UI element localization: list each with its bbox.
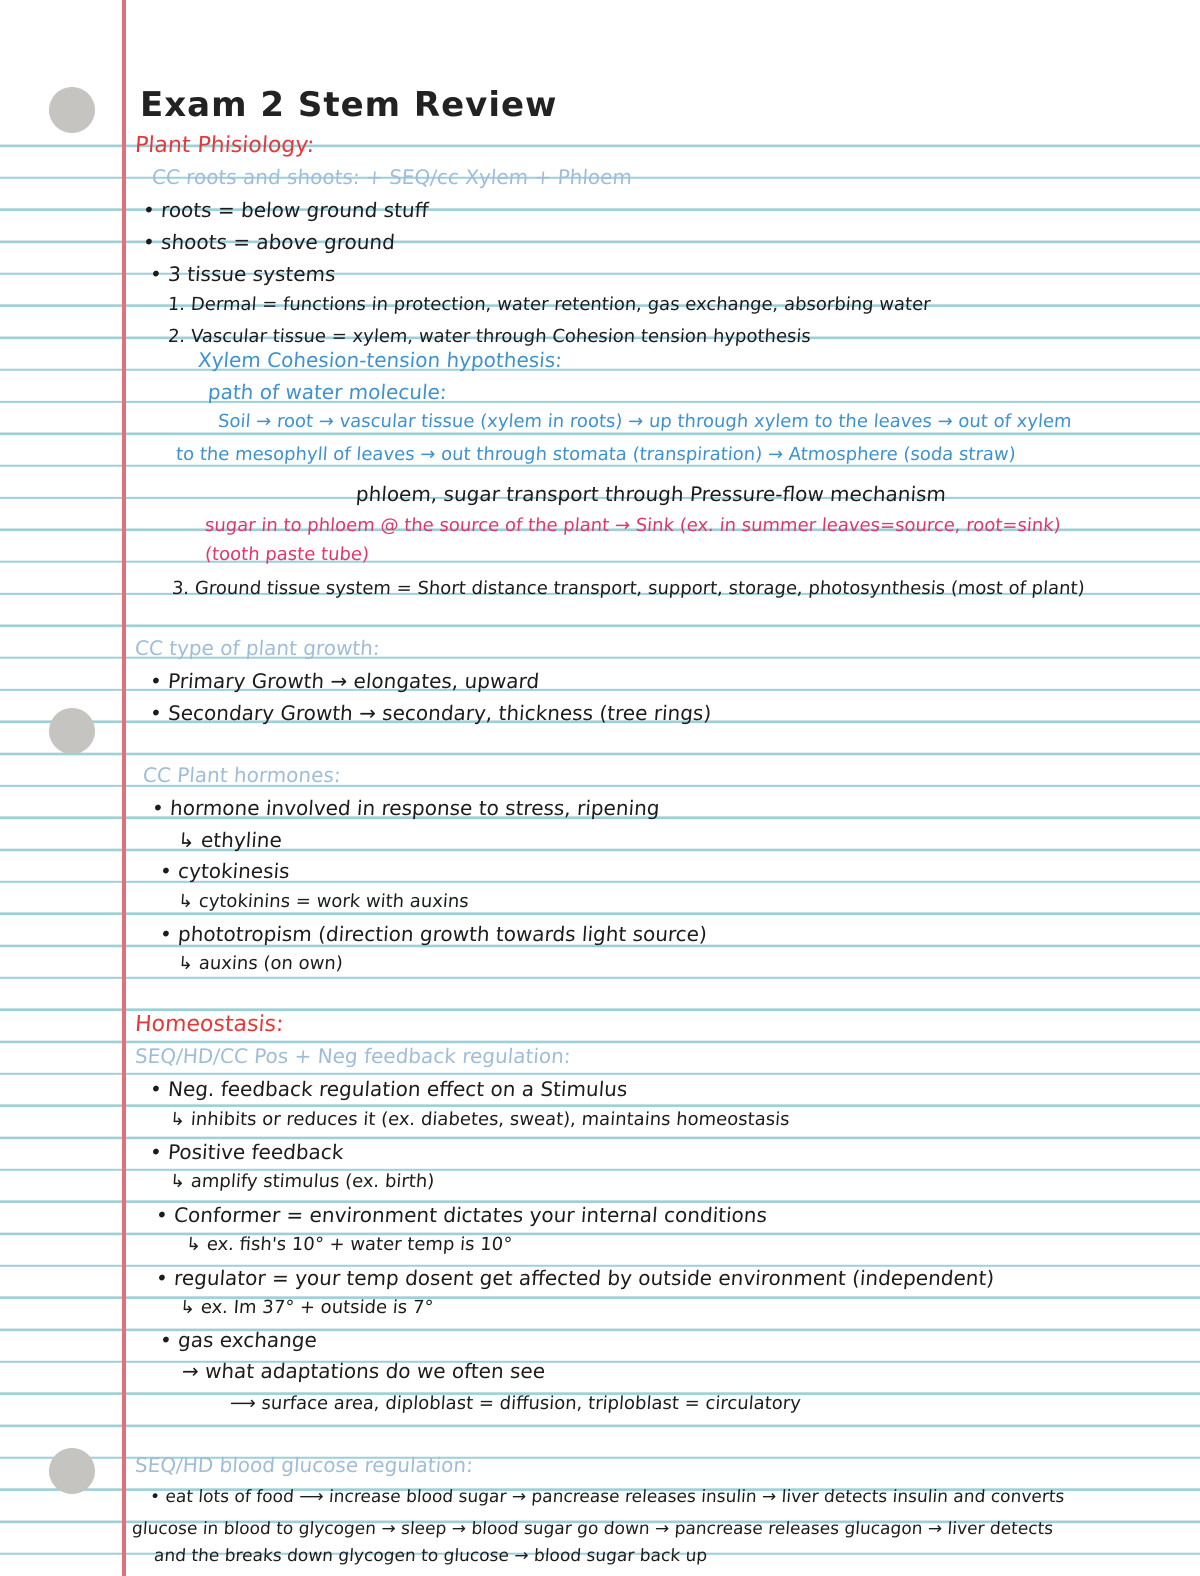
water-path-line-2: to the mesophyll of leaves → out through stomata (transpiration) → Atmosphere (soda straw) — [175, 444, 1017, 465]
sugar-transport-line-1: sugar in to phloem @ the source of the plant → Sink (ex. in summer leaves=source, root=sink) — [204, 515, 1062, 536]
note-shoots: • shoots = above ground — [142, 230, 396, 254]
note-tissue-systems: • 3 tissue systems — [149, 262, 337, 286]
note-vascular: 2. Vascular tissue = xylem, water through Cohesion tension hypothesis — [167, 326, 812, 347]
note-phototropism: • phototropism (direction growth towards light source) — [159, 922, 708, 946]
topic-heading-roots-shoots: CC roots and shoots: + SEQ/cc Xylem + Phloem — [151, 165, 633, 189]
water-path-heading: path of water molecule: — [207, 380, 448, 404]
note-ethylene: ↳ ethyline — [177, 828, 283, 852]
topic-heading-growth: CC type of plant growth: — [134, 636, 381, 660]
note-glucose-line-2: glucose in blood to glycogen → sleep → blood sugar go down → pancrease releases glucagon → liver detects — [131, 1519, 1054, 1539]
section-heading-plant: Plant Phisiology: — [134, 133, 316, 158]
note-negative-feedback: • Neg. feedback regulation effect on a Stimulus — [149, 1077, 629, 1101]
section-heading-homeostasis: Homeostasis: — [134, 1012, 285, 1037]
note-phloem: phloem, sugar transport through Pressure-flow mechanism — [355, 482, 947, 506]
note-negative-feedback-detail: ↳ inhibits or reduces it (ex. diabetes, sweat), maintains homeostasis — [169, 1109, 791, 1130]
note-conformer: • Conformer = environment dictates your internal conditions — [155, 1203, 768, 1227]
note-gas-exchange: • gas exchange — [159, 1328, 318, 1352]
topic-heading-feedback: SEQ/HD/CC Pos + Neg feedback regulation: — [134, 1044, 572, 1068]
binder-hole-middle — [49, 708, 95, 754]
note-glucose-line-3: and the breaks down glycogen to glucose → blood sugar back up — [153, 1546, 708, 1566]
note-roots: • roots = below ground stuff — [142, 198, 430, 222]
note-conformer-example: ↳ ex. fish's 10° + water temp is 10° — [185, 1234, 513, 1255]
note-surface-area: ⟶ surface area, diploblast = diffusion, triploblast = circulatory — [229, 1393, 802, 1414]
note-stress-hormone: • hormone involved in response to stress, ripening — [151, 796, 661, 820]
note-glucose-line-1: • eat lots of food ⟶ increase blood sugar → pancrease releases insulin → liver detects insulin and converts — [149, 1487, 1066, 1507]
topic-heading-hormones: CC Plant hormones: — [142, 763, 342, 787]
sugar-transport-line-2: (tooth paste tube) — [204, 544, 370, 565]
note-regulator: • regulator = your temp dosent get affected by outside environment (independent) — [155, 1266, 996, 1290]
topic-heading-glucose: SEQ/HD blood glucose regulation: — [134, 1453, 474, 1477]
note-primary-growth: • Primary Growth → elongates, upward — [149, 669, 541, 693]
page-title: Exam 2 Stem Review — [140, 85, 558, 125]
red-margin-line — [122, 0, 126, 1576]
note-positive-feedback-detail: ↳ amplify stimulus (ex. birth) — [169, 1171, 436, 1192]
note-ground-tissue: 3. Ground tissue system = Short distance transport, support, storage, photosynthesis (most of plant) — [171, 578, 1086, 599]
xylem-heading: Xylem Cohesion-tension hypothesis: — [197, 348, 563, 372]
note-cytokinins: ↳ cytokinins = work with auxins — [177, 891, 470, 912]
note-dermal: 1. Dermal = functions in protection, water retention, gas exchange, absorbing water — [167, 294, 932, 315]
note-adaptations: → what adaptations do we often see — [181, 1359, 546, 1383]
binder-hole-top — [49, 87, 95, 133]
note-auxins: ↳ auxins (on own) — [177, 953, 344, 974]
water-path-line-1: Soil → root → vascular tissue (xylem in roots) → up through xylem to the leaves → out of xylem — [217, 411, 1073, 432]
note-positive-feedback: • Positive feedback — [149, 1140, 345, 1164]
note-secondary-growth: • Secondary Growth → secondary, thickness (tree rings) — [149, 701, 713, 725]
binder-hole-bottom — [49, 1448, 95, 1494]
note-regulator-example: ↳ ex. Im 37° + outside is 7° — [179, 1297, 435, 1318]
note-cytokinesis: • cytokinesis — [159, 859, 291, 883]
